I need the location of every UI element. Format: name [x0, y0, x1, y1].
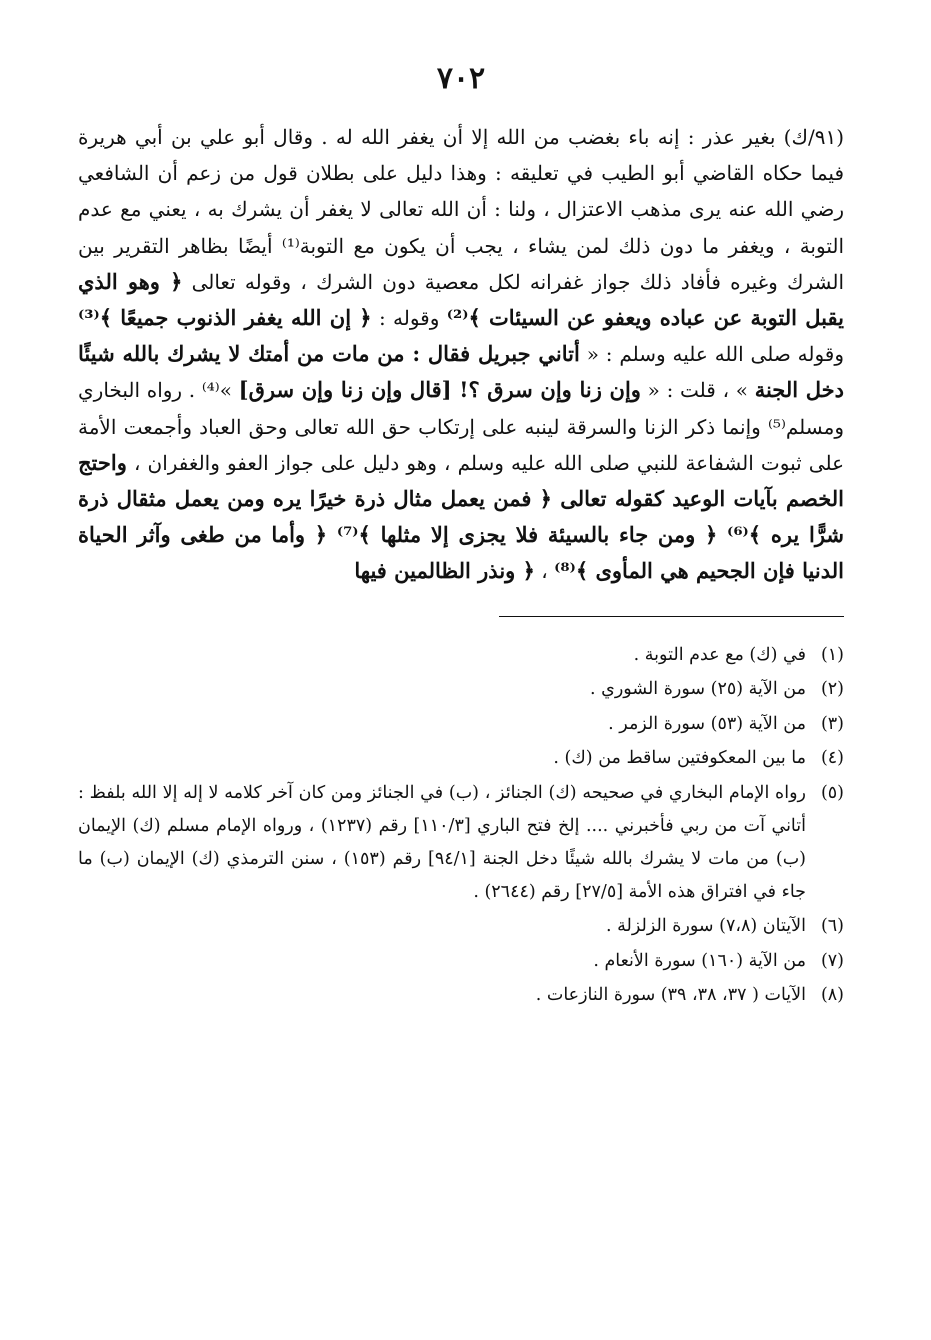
footnote-text: من الآية (١٦٠) سورة الأنعام . — [593, 950, 806, 971]
footnote — [78, 673, 844, 706]
footnote-text: من الآية (٥٣) سورة الزمر . — [608, 713, 806, 734]
footnote — [78, 742, 844, 775]
book-page — [78, 55, 844, 1315]
page-number: ٧٠٢ — [436, 61, 486, 96]
footnotes — [78, 639, 844, 1013]
footnote — [78, 945, 844, 978]
footnote-text: رواه الإمام البخاري في صحيحه (ك) الجنائز ، (ب) في الجنائز ومن كان آخر كلامه لا إله إلا الله بلفظ : أتاني آت من ربي فأخبرني .... إلخ فتح الباري [١١٠/٣] رقم (١٢٣٧) ، ورواه الإمام مسلم (ك) الإيمان (ب) من مات لا يشرك بالله شيئًا دخل الجنة [٩٤/١] رقم (١٥٣) ، سنن الترمذي (ك) الإيمان (ب) ما جاء في افتراق هذه الأمة [٢٧/٥] رقم (٢٦٤٤) . — [78, 782, 807, 902]
footnote — [78, 910, 844, 943]
body-text-5: »⁽⁴⁾ . رواه البخاري ومسلم⁽⁵⁾ وإنما ذكر الزنا والسرقة لينبه على إرتكاب حق الله تعالى وحق العباد وأجمعت الأمة على ثبوت الشفاعة للنبي صلى الله عليه وسلم ، وهو دليل على جواز العفو والغفران ، — [78, 378, 844, 475]
footnote — [78, 639, 844, 672]
footnote-number: (٤) — [820, 748, 844, 769]
main-text — [78, 119, 844, 590]
footnote — [78, 708, 844, 741]
footnote-text: في (ك) مع عدم التوبة . — [633, 644, 806, 665]
footnote — [78, 979, 844, 1012]
body-text-1: (٩١/ك) بغير عذر : إنه باء بغضب من الله إلا أن يغفر الله له . وقال أبو علي بن أبي هريرة فيما حكاه القاضي أبو الطيب في تعليقه : وهذا دليل على بطلان قول من زعم أن الشافعي رضي الله عنه يرى مذهب الاعتزال ، ولنا : أن الله تعالى لا يغفر أن يشرك به ، يعني مع عدم التوبة ، ويغفر ما دون ذلك لمن يشاء ، يجب أن يكون مع التوبة⁽¹⁾ أيضًا بظاهر التقرير بين الشرك وغيره فأفاد ذلك جواز غفرانه لكل معصية دون الشرك ، وقوله تعالى — [78, 125, 845, 294]
footnote-text: الآيتان (٧،٨) سورة الزلزلة . — [606, 916, 806, 937]
body-text-4: » ، قلت : « — [647, 378, 748, 403]
footnote-number: (٢) — [820, 679, 844, 700]
footnote-text: ما بين المعكوفتين ساقط من (ك) . — [553, 748, 806, 769]
footnote-number: (٣) — [820, 713, 844, 734]
quran-quote-1: ﴿ وهو الذي يقبل التوبة عن عباده ويعفو عن السيئات ﴾⁽²⁾ — [78, 268, 844, 331]
hadith-quote-2: وإن زنا وإن سرق ؟! [قال وإن زنا وإن سرق] — [238, 377, 641, 403]
footnote-number: (٥) — [820, 782, 844, 803]
footnote-number: (٦) — [820, 916, 844, 937]
footnote-text: من الآية (٢٥) سورة الشوري . — [590, 679, 806, 700]
body-text-3: وقوله صلى الله عليه وسلم : « — [586, 342, 845, 367]
hadith-quote-1: أتاني جبريل فقال : من مات من أمتك لا يشرك بالله شيئًا دخل الجنة — [78, 341, 844, 403]
quran-quote-4: ﴿ ونذر الظالمين فيها — [354, 558, 535, 584]
body-text-2: وقوله : — [378, 306, 440, 331]
footnote — [78, 777, 844, 909]
footnote-number: (١) — [820, 644, 844, 665]
footnote-number: (٨) — [820, 985, 844, 1006]
body-text-6: ، — [541, 559, 548, 584]
footnote-divider — [499, 616, 844, 617]
footnote-text: الآيات ( ٣٧، ٣٨، ٣٩) سورة النازعات . — [535, 985, 806, 1006]
quran-quote-3: واحتج الخصم بآيات الوعيد كقوله تعالى ﴿ فمن يعمل مثال ذرة خيرًا يره ومن يعمل مثقال ذرة شرًّا يره ﴾⁽⁶⁾ ﴿ ومن جاء بالسيئة فلا يجزى إلا مثلها ﴾⁽⁷⁾ ﴿ وأما من طغى وآثر الحياة الدنيا فإن الجحيم هي المأوى ﴾⁽⁸⁾ — [78, 449, 844, 584]
main-paragraph — [78, 119, 844, 590]
quran-quote-2: ﴿ إن الله يغفر الذنوب جميعًا ﴾⁽³⁾ — [78, 305, 372, 331]
footnote-number: (٧) — [820, 950, 844, 971]
